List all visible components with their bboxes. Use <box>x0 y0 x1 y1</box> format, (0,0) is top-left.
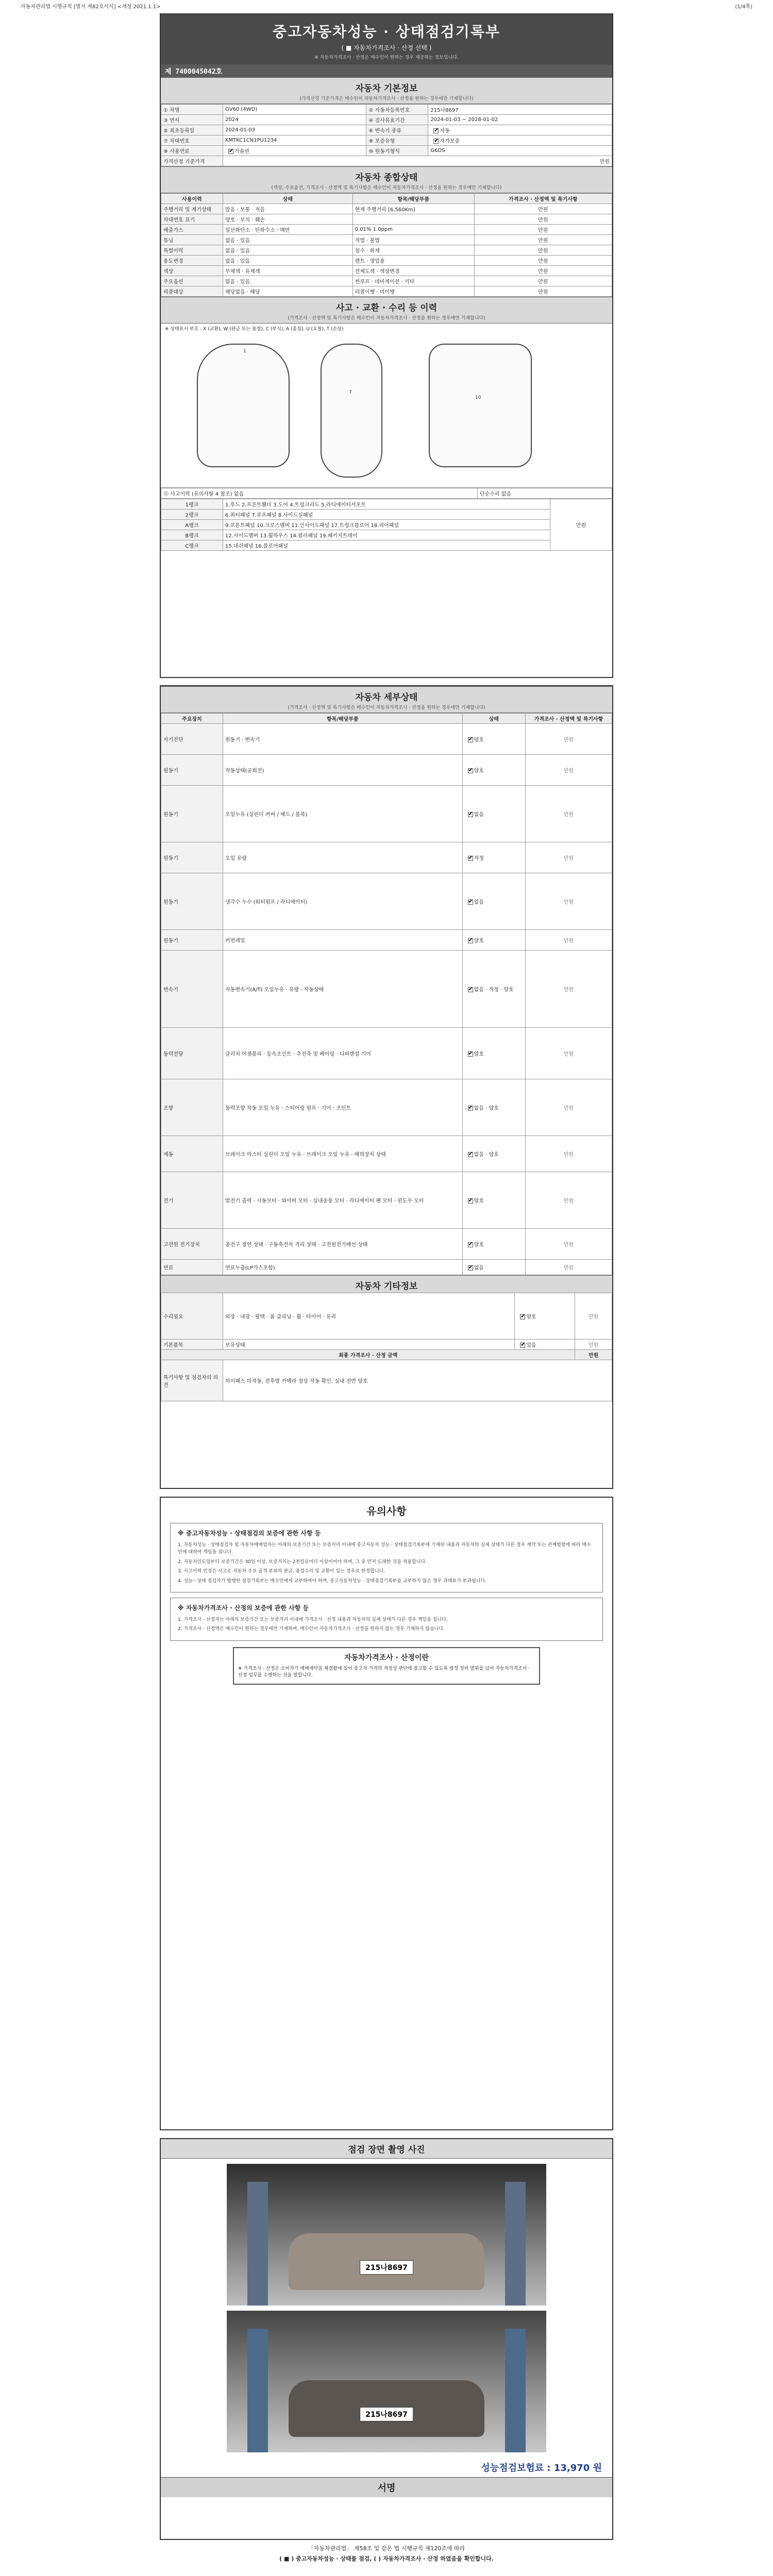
status-row-state: 없음 · 있음 <box>223 235 353 245</box>
label-base-price: 가격산정 기준가격 <box>161 156 223 166</box>
accident-history-sub: (가격조사 · 산정액 및 특기사항은 매수인이 자동차가격조사 · 산정을 원하는 경우에만 기재합니다) <box>161 314 612 324</box>
col-price: 가격조사 · 산정액 및 특기사항 <box>474 194 612 204</box>
checkbox <box>433 139 439 144</box>
status-row-state: 해당없음 · 해당 <box>223 286 353 297</box>
label-year: ③ 연식 <box>161 115 223 125</box>
rank-price: 만원 <box>550 499 612 551</box>
detail-state <box>462 1172 526 1229</box>
value-base-price: 만원 <box>223 156 612 166</box>
inspection-photo-front <box>227 2164 546 2306</box>
signature-statement <box>160 2544 613 2563</box>
detail-price: 만원 <box>526 1136 612 1172</box>
form-subtitle: ( ■ 자동차가격조사 · 산정 선택 ) <box>341 44 432 52</box>
status-row-item: 적법 · 불법 <box>352 235 474 245</box>
other-price: 만원 <box>575 1293 612 1340</box>
detail-price: 만원 <box>526 930 612 951</box>
detail-state <box>462 786 526 842</box>
detail-part: 클러치 어셈블리 · 등속조인트 · 추진축 및 베어링 · 디퍼렌셜 기어 <box>223 1028 463 1079</box>
checkbox <box>468 856 473 861</box>
checkbox <box>468 1265 473 1270</box>
caution-paragraph: 4. 성능 · 상태 점검자가 발행한 점검기록부는 매수인에게 교부하여야 하며, 중고자동차성능 · 상태점검기록부를 교부하지 않은 경우 과태료가 부과됩니다. <box>178 1578 487 1584</box>
detail-part: 발전기 출력 · 시동모터 · 와이퍼 모터 · 실내송풍 모터 · 라디에이터 팬 모터 · 윈도우 모터 <box>223 1172 463 1229</box>
value-vin: KMTKC1CN1PU1234 <box>223 135 366 146</box>
detail-device: 변속기 <box>161 951 223 1028</box>
detail-state-text: 없음 · 양호 <box>474 1106 499 1111</box>
diagram-number: 7 <box>349 390 352 395</box>
detail-part: 오일 유량 <box>223 842 463 873</box>
symbol-legend: ※ 상태표시 부호 : X (교환), W (판금 또는 용접), C (부식), A (흠집), U (요철), T (손상) <box>165 327 344 332</box>
checkbox <box>468 938 473 943</box>
page-indicator: (1/4쪽) <box>735 4 752 10</box>
checkbox <box>468 987 473 992</box>
status-row-item: 0.01% 1.0ppm <box>352 225 474 235</box>
status-row-label: 튜닝 <box>161 235 223 245</box>
caution-paragraph: 2. 자동차인도일부터 보증기간은 30일 이상, 보증거리는 2천킬로미터 이상이어야 하며, 그 중 먼저 도래한 것을 적용합니다. <box>178 1559 427 1565</box>
detail-state <box>462 755 526 786</box>
license-plate: 215나8697 <box>360 2260 413 2275</box>
detail-state-text: 없음 · 적정 · 양호 <box>474 987 514 993</box>
page-3 <box>160 1497 613 2130</box>
detail-state-text: 없음 <box>474 812 484 818</box>
overall-status-title: 자동차 종합상태 <box>161 166 612 184</box>
detail-device: 고전원 전기장치 <box>161 1229 223 1260</box>
other-items: 외장 · 내장 · 광택 · 룸 클리닝 · 휠 · 타이어 · 유리 <box>223 1293 515 1340</box>
detail-device: 원동기 <box>161 786 223 842</box>
value-inspection-period: 2024-01-03 ~ 2028-01-02 <box>428 115 612 125</box>
car-diagram <box>161 333 612 488</box>
insurance-fee-value: 13,970 원 <box>553 2463 602 2473</box>
status-row-state: 없음 · 있음 <box>223 245 353 256</box>
page-1 <box>160 13 613 678</box>
label-car-name: ① 차명 <box>161 105 223 115</box>
value-first-registration: 2024-01-03 <box>223 125 366 135</box>
detail-status-sub: (가격조사 · 산정액 및 특기사항은 매수인이 자동차가격조사 · 산정을 원하는 경우에만 기재합니다) <box>161 704 612 713</box>
overall-status-sub: (색상, 주요옵션, 가격조사 · 산정액 및 특기사항은 매수인이 자동차가격조사 · 산정을 원하는 경우에만 기재합니다) <box>161 184 612 193</box>
checkbox <box>468 812 473 817</box>
caution-price-heading: ※ 자동차가격조사 · 산정의 보증에 관한 사항 등 <box>178 1604 309 1612</box>
other-label: 수리필요 <box>161 1293 223 1340</box>
detail-part: 연료누출(LP가스포함) <box>223 1260 463 1275</box>
final-price-label: 최종 가격조사 · 산정 금액 <box>161 1350 575 1360</box>
status-row-label: 색상 <box>161 266 223 276</box>
other-state-text: 있음 <box>526 1343 536 1348</box>
value-car-name: GV60 (4WD) <box>223 105 366 115</box>
other-items: 보유상태 <box>223 1340 515 1350</box>
detail-part: 브레이크 마스터 실린더 오일 누유 · 브레이크 오일 누유 · 배력장치 상태 <box>223 1136 463 1172</box>
label-warranty: ⑧ 보증유형 <box>366 135 428 146</box>
status-row-item: 침수 · 화재 <box>352 245 474 256</box>
status-row-label: 차대번호 표기 <box>161 214 223 225</box>
status-row-price: 만원 <box>474 256 612 266</box>
label-vin: ⑦ 차대번호 <box>161 135 223 146</box>
other-state <box>515 1340 575 1350</box>
caution-paragraph: 2. 가격조사 · 산정액은 매수인이 원하는 경우에만 기재하며, 매수인이 자동차가격조사 · 산정을 원하지 않는 경우 기재하지 않습니다. <box>178 1626 445 1632</box>
price-definition-box <box>233 1647 540 1685</box>
page-2 <box>160 685 613 1489</box>
status-row-label: 배출가스 <box>161 225 223 235</box>
basic-info-sub: (가격산정 기준가격은 매수인이 자동차가격조사 · 산정을 원하는 경우에만 기재합니다) <box>161 95 612 104</box>
other-state <box>515 1293 575 1340</box>
detail-state-text: 양호 <box>474 1052 484 1057</box>
rank-parts: 12.사이드멤버 13.휠하우스 14.필러패널 19.패키지트레이 <box>223 530 550 540</box>
checkbox <box>520 1314 525 1319</box>
detail-price: 만원 <box>526 724 612 755</box>
detail-part: 작동상태(공회전) <box>223 755 463 786</box>
status-row-label: 용도변경 <box>161 256 223 266</box>
fuel-text: 가솔린 <box>234 149 249 155</box>
lift-post-icon <box>505 2329 526 2452</box>
detail-part: 자동변속기(A/T) 오일누유 · 유량 · 작동상태 <box>223 951 463 1028</box>
other-state-text: 양호 <box>526 1314 536 1320</box>
other-info-title: 자동차 기타정보 <box>161 1275 612 1293</box>
signature-line-2: ( ■ ) 중고자동차성능 · 상태를 점검, ( ) 자동차가격조사 · 산정 하였음을 확인합니다. <box>279 2555 494 2562</box>
status-row-item: 렌트 · 영업용 <box>352 256 474 266</box>
label-first-registration: ⑤ 최초등록일 <box>161 125 223 135</box>
caution-inspection <box>170 1523 603 1592</box>
value-plate: 215나8697 <box>428 105 612 115</box>
form-reference <box>0 0 773 11</box>
detail-device: 전기 <box>161 1172 223 1229</box>
value-fuel <box>223 146 366 156</box>
col-item: 항목/해당부품 <box>352 194 474 204</box>
rank-label: B랭크 <box>161 530 223 540</box>
rank-label: C랭크 <box>161 540 223 551</box>
detail-device: 동력전달 <box>161 1028 223 1079</box>
detail-price: 만원 <box>526 1079 612 1136</box>
status-row-label: 특별이력 <box>161 245 223 256</box>
rank-parts: 15.대쉬패널 16.플로어패널 <box>223 540 550 551</box>
detail-part: 원동기 · 변속기 <box>223 724 463 755</box>
detail-price: 만원 <box>526 1260 612 1275</box>
detail-device: 원동기 <box>161 755 223 786</box>
checkbox <box>468 900 473 905</box>
detail-state <box>462 1229 526 1260</box>
caution-title: 유의사항 <box>366 1505 407 1517</box>
final-price-unit: 만원 <box>575 1350 612 1360</box>
detail-state-text: 없음 <box>474 900 484 905</box>
status-row-price: 만원 <box>474 204 612 214</box>
car-front-view-icon <box>197 344 290 467</box>
detail-price: 만원 <box>526 786 612 842</box>
status-row-label: 주요옵션 <box>161 276 223 286</box>
detail-state-text: 양호 <box>474 768 484 774</box>
document-number: 제 7400045042호 <box>161 64 612 77</box>
checkbox <box>468 1242 473 1247</box>
detail-price: 만원 <box>526 873 612 930</box>
checkbox <box>468 768 473 773</box>
accident-history-title: 사고 · 교환 · 수리 등 이력 <box>161 297 612 314</box>
license-plate: 215나8697 <box>360 2407 413 2421</box>
detail-part: 충전구 절연 상태 · 구동축전지 격리 상태 · 고전원전기배선 상태 <box>223 1229 463 1260</box>
detail-state <box>462 1260 526 1275</box>
repair-status: 단순수리 없음 <box>477 488 612 499</box>
detail-price: 만원 <box>526 842 612 873</box>
status-row-state: 없음 · 있음 <box>223 276 353 286</box>
diagram-number: 1 <box>243 349 246 354</box>
status-row-state: 없음 · 있음 <box>223 256 353 266</box>
accident-status: ⑪ 사고이력 (유의사항 4 참조) 없음 <box>161 488 478 499</box>
checkbox <box>468 1152 473 1157</box>
accident-summary-table <box>161 488 612 499</box>
overall-status-table <box>161 193 612 297</box>
label-fuel: ⑨ 사용연료 <box>161 146 223 156</box>
detail-state-text: 양호 <box>474 1198 484 1204</box>
form-title: 중고자동차성능 · 상태점검기록부 <box>273 23 500 40</box>
detail-state-text: 양호 <box>474 938 484 944</box>
detail-device: 원동기 <box>161 873 223 930</box>
col-part: 항목/해당부품 <box>223 714 463 724</box>
status-row-state: 일산화탄소 · 탄화수소 · 매연 <box>223 225 353 235</box>
other-info-table <box>161 1293 612 1401</box>
label-transmission: ⑥ 변속기 종류 <box>366 125 428 135</box>
status-row-item: 리콜이행 · 미이행 <box>352 286 474 297</box>
detail-part: 커먼레일 <box>223 930 463 951</box>
form-reference-text: 자동차관리법 시행규칙 [별지 제82호서식] <개정 2021.1.1> <box>21 4 161 10</box>
detail-price: 만원 <box>526 1028 612 1079</box>
status-row-item: 현재 주행거리 [6,560Km] <box>352 204 474 214</box>
car-top-view-icon <box>321 344 382 478</box>
signature-title: 서명 <box>161 2477 612 2497</box>
status-row-price: 만원 <box>474 276 612 286</box>
warranty-text: 자가보증 <box>440 139 460 144</box>
status-row-price: 만원 <box>474 266 612 276</box>
value-engine-type: G6DS <box>428 146 612 156</box>
inspection-photo-rear <box>227 2311 546 2452</box>
rank-label: 2랭크 <box>161 510 223 520</box>
lift-post-icon <box>247 2182 268 2306</box>
lift-post-icon <box>247 2329 268 2452</box>
detail-state <box>462 951 526 1028</box>
status-row-state: 양호 · 부식 · 훼손 <box>223 214 353 225</box>
detail-price: 만원 <box>526 755 612 786</box>
status-row-state: 무채색 · 유채색 <box>223 266 353 276</box>
checkbox <box>468 737 473 742</box>
status-row-item: 썬루프 · 네비게이션 · 기타 <box>352 276 474 286</box>
status-row-price: 만원 <box>474 225 612 235</box>
value-warranty <box>428 135 612 146</box>
page-4 <box>160 2138 613 2540</box>
rank-parts: 6.쿼터패널 7.루프패널 8.사이드실패널 <box>223 510 550 520</box>
detail-price: 만원 <box>526 1172 612 1229</box>
caution-inspection-heading: ※ 중고자동차성능 · 상태점검의 보증에 관한 사항 등 <box>178 1530 321 1537</box>
detail-device: 연료 <box>161 1260 223 1275</box>
col-status: 상태 <box>223 194 353 204</box>
status-row-item: 전체도색 · 색상변경 <box>352 266 474 276</box>
detail-status-table <box>161 713 612 1275</box>
detail-state <box>462 1079 526 1136</box>
detail-state <box>462 842 526 873</box>
rank-label: 1랭크 <box>161 499 223 510</box>
status-row-price: 만원 <box>474 286 612 297</box>
status-row-label: 주행거리 및 계기상태 <box>161 204 223 214</box>
panel-rank-table <box>161 499 612 551</box>
basic-info-title: 자동차 기본정보 <box>161 77 612 95</box>
col-usage: 사용이력 <box>161 194 223 204</box>
status-row-price: 만원 <box>474 214 612 225</box>
diagram-number: 10 <box>475 395 481 400</box>
checkbox <box>520 1343 525 1348</box>
detail-state <box>462 1136 526 1172</box>
label-plate: ② 자동차등록번호 <box>366 105 428 115</box>
value-transmission <box>428 125 612 135</box>
form-note: ※ 자동차가격조사 · 산정은 매수인이 원하는 경우 제공하는 정보입니다. <box>314 55 459 60</box>
detail-state-text: 없음 · 양호 <box>474 1152 499 1158</box>
signature-line-1: 「자동차관리법」 제58조 및 같은 법 시행규칙 제120조에 따라 <box>308 2545 465 2552</box>
lift-post-icon <box>505 2182 526 2306</box>
detail-state-text: 없음 <box>474 1265 484 1271</box>
price-definition-text: ※ 가격조사 · 산정은 소비자가 매매계약을 체결함에 있어 중고차 가격의 적정성 판단에 참고할 수 있도록 법정 정비 범위를 넘어 자동차가격조사 · 산정 업무를 수행하는 것을 말합니다. <box>238 1666 530 1679</box>
caution-paragraph: 1. 자동차성능 · 상태점검자 및 자동차매매업자는 아래의 보증기간 또는 보증거리 이내에 중고자동차 성능 · 상태점검기록부에 기재된 내용과 자동차의 실제 상태가 다른 경우 계약 또는 관계법령에 따라 매수인에 대하여 책임을 집니다. <box>178 1543 591 1555</box>
transmission-text: 자동 <box>440 128 450 134</box>
rank-label: A랭크 <box>161 520 223 530</box>
car-frame-view-icon <box>429 344 532 467</box>
remarks-label: 특기사항 및 점검자의 의견 <box>161 1360 223 1401</box>
caution-price <box>170 1598 603 1641</box>
remarks-text: 하이패스 미작동, 전후방 카메라 정상 작동 확인, 실내 전반 양호 <box>223 1360 612 1401</box>
other-label: 기본품목 <box>161 1340 223 1350</box>
detail-state <box>462 724 526 755</box>
insurance-fee <box>161 2458 612 2477</box>
col-device: 주요장치 <box>161 714 223 724</box>
insurance-fee-label: 성능점검보험료 : <box>481 2463 551 2473</box>
detail-state <box>462 1028 526 1079</box>
status-row-item <box>352 214 474 225</box>
detail-price: 만원 <box>526 951 612 1028</box>
status-row-state: 많음 · 보통 · 적음 <box>223 204 353 214</box>
price-definition-title: 자동차가격조사 · 산정이란 <box>344 1653 429 1662</box>
checkbox <box>468 1198 473 1204</box>
detail-part: 동력조향 작동 오일 누유 · 스티어링 펌프 · 기어 · 조인트 <box>223 1079 463 1136</box>
label-engine-type: ⑩ 원동기형식 <box>366 146 428 156</box>
detail-device: 제동 <box>161 1136 223 1172</box>
checkbox <box>433 128 439 133</box>
detail-device: 원동기 <box>161 842 223 873</box>
detail-part: 오일누유 (실린더 커버 / 헤드 / 블록) <box>223 786 463 842</box>
caution-paragraph: 1. 가격조사 · 산정자는 아래의 보증기간 또는 보증거리 이내에 가격조사 · 산정 내용과 자동차의 실제 상태가 다른 경우 책임을 집니다. <box>178 1617 448 1622</box>
header-band <box>161 14 612 64</box>
value-year: 2024 <box>223 115 366 125</box>
detail-device: 조향 <box>161 1079 223 1136</box>
col-state: 상태 <box>462 714 526 724</box>
status-row-price: 만원 <box>474 235 612 245</box>
detail-price: 만원 <box>526 1229 612 1260</box>
caution-paragraph: 3. 사고이력 인정은 사고로 자동차 주요 골격 부위의 판금, 용접수리 및 교환이 있는 경우로 한정합니다. <box>178 1569 385 1574</box>
checkbox <box>228 149 233 154</box>
status-row-label: 리콜대상 <box>161 286 223 297</box>
rank-parts: 1.후드 2.프론트휀더 3.도어 4.트렁크리드 5.라디에이터서포트 <box>223 499 550 510</box>
basic-info-table <box>161 104 612 166</box>
detail-device: 원동기 <box>161 930 223 951</box>
detail-state-text: 양호 <box>474 737 484 743</box>
detail-state <box>462 930 526 951</box>
detail-status-title: 자동차 세부상태 <box>161 686 612 704</box>
label-inspection-period: ④ 검사유효기간 <box>366 115 428 125</box>
photo-title: 점검 장면 촬영 사진 <box>161 2139 612 2159</box>
detail-device: 자기진단 <box>161 724 223 755</box>
detail-state <box>462 873 526 930</box>
status-row-price: 만원 <box>474 245 612 256</box>
checkbox <box>468 1052 473 1057</box>
rank-parts: 9.프론트패널 10.크로스멤버 11.인사이드패널 17.트렁크플로어 18.리어패널 <box>223 520 550 530</box>
checkbox <box>468 1106 473 1111</box>
other-price: 만원 <box>575 1340 612 1350</box>
col-price: 가격조사 · 산정액 및 특기사항 <box>526 714 612 724</box>
detail-state-text: 적정 <box>474 856 484 861</box>
detail-part: 냉각수 누수 (워터펌프 / 라디에이터) <box>223 873 463 930</box>
detail-state-text: 양호 <box>474 1242 484 1248</box>
